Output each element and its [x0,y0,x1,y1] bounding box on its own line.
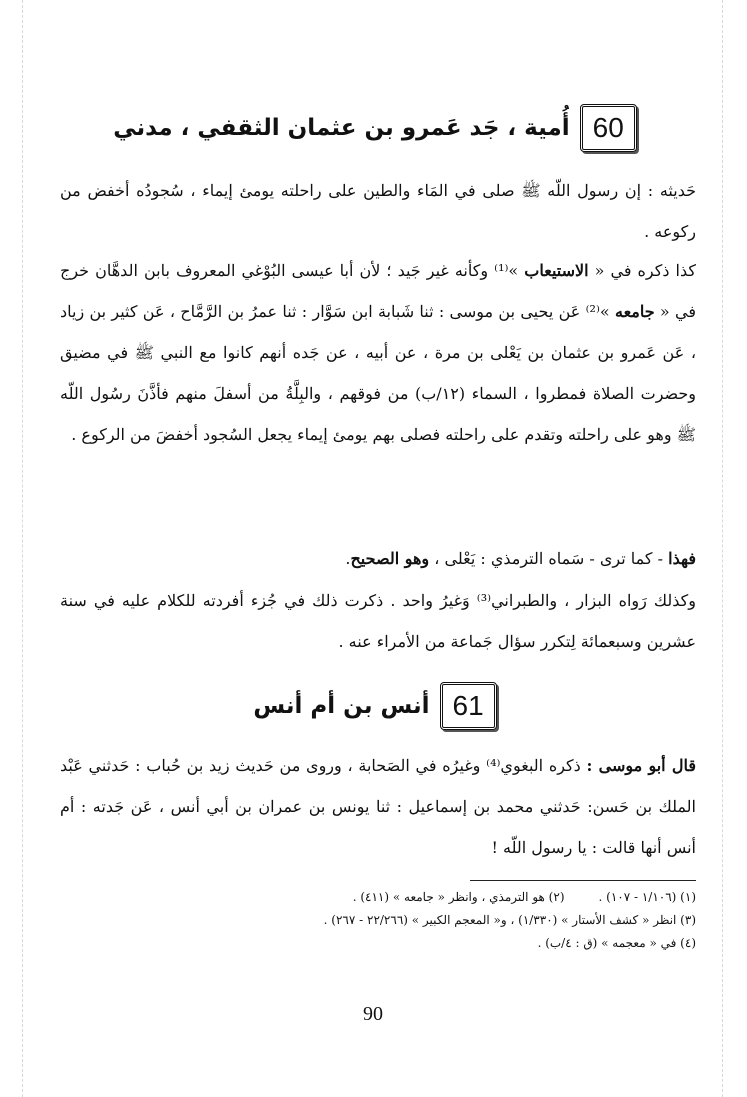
book-title-istiab: الاستيعاب [524,261,589,280]
comment-paragraph [60,538,696,579]
entry-title: أنس بن أم أنس [253,693,430,719]
footnote-1: (١) (١/١٠٦ - ١٠٧) . [598,890,696,904]
mention-text-3: »⁽²⁾ عَن يحيى بن موسى : ثنا شَبابة ابن سَوَّار : ثنا عمرُ بن الرَّمَّاح ، عَن كثير بن زياد ، عَن عَمرو بن عثمان بن يَعْلى بن مرة ، عن أبيه ، عن جَده أنهم كانوا مع النبي ﷺ في مضيق وحضرت الصلاة فمطروا ، السماء (١٢/ب) من فوقهم ، والبِلَّةُ من أسفلَ منهم فأذَّنَ رسُول اللّه ﷺ وهو على راحلته وتقدم على راحلته فصلى بهم يومئ إيماء يجعل السُجود أخفضَ من الركوع . [60,302,697,444]
page-number: 90 [363,1003,383,1025]
mention-text-1: كذا ذكره في « [588,261,696,280]
footnote-row [60,886,696,909]
entry-60-heading [60,100,690,156]
footnotes [60,886,696,955]
footnote-3: (٣) انظر « كشف الأستار » (١/٣٣٠) ، و« المعجم الكبير » (٢٢/٢٦٦ - ٢٦٧) . [323,913,696,927]
narrator-lead: قال أبو موسى : [586,756,696,775]
entry-61-heading [60,678,690,734]
entry-number-box: 60 [580,104,637,152]
comment-text: - كما ترى - سَماه الترمذي : يَعْلى ، [429,549,669,568]
mention-paragraph [60,250,696,455]
footnote-2: (٢) هو الترمذي ، وانظر « جامعه » (٤١١) . [352,890,565,904]
entry-61-text: ذكره البغوي⁽⁴⁾ وغيرُه في الصَحابة ، وروى من حَديث زيد بن حُباب : حَدثني عَبْد الملك بن حَسن: حَدثني محمد بن إسماعيل : ثنا يونس بن عمران بن أبي أنس ، عَن جَدته : أم أنس أنها قالت : يا رسول اللّه ! [60,756,697,857]
mention-text-2: »⁽¹⁾ وكأنه غير جَيد ؛ لأن أبا عيسى البُوْغي المعروف بابن الدهَّان خرج في « [60,261,696,321]
entry-61-paragraph [60,745,696,868]
comment-lead: فهذا [668,549,696,568]
scan-margin-line-left [22,0,23,1097]
comment-period: . [345,549,351,568]
footnote-row [60,909,696,932]
comment-verdict: وهو الصحيح [350,549,430,568]
entry-number-box: 61 [440,682,497,730]
footnote-row [60,932,696,955]
entry-title: أُمية ، جَد عَمرو بن عثمان الثقفي ، مدني [113,115,570,141]
book-title-jamia: جامعه [614,302,655,321]
hadith-paragraph: حَديثه : إن رسول اللّه ﷺ صلى في المَاء والطين على راحلته يومئ إيماء ، سُجودُه أخفض من ركوعه . [60,181,696,241]
footnote-4: (٤) في « معجمه » (ق : ٤/ب) . [537,936,696,950]
scan-margin-line-right [722,0,723,1097]
footnote-divider [470,880,696,881]
narration-paragraph: وكذلك رَواه البزار ، والطبراني⁽³⁾ وَغيرُ واحد . ذكرت ذلك في جُزء أفردته للكلام عليه في سنة عشرين وسبعمائة لِتكرر سؤال جَماعة من الأمراء عنه . [60,591,697,651]
